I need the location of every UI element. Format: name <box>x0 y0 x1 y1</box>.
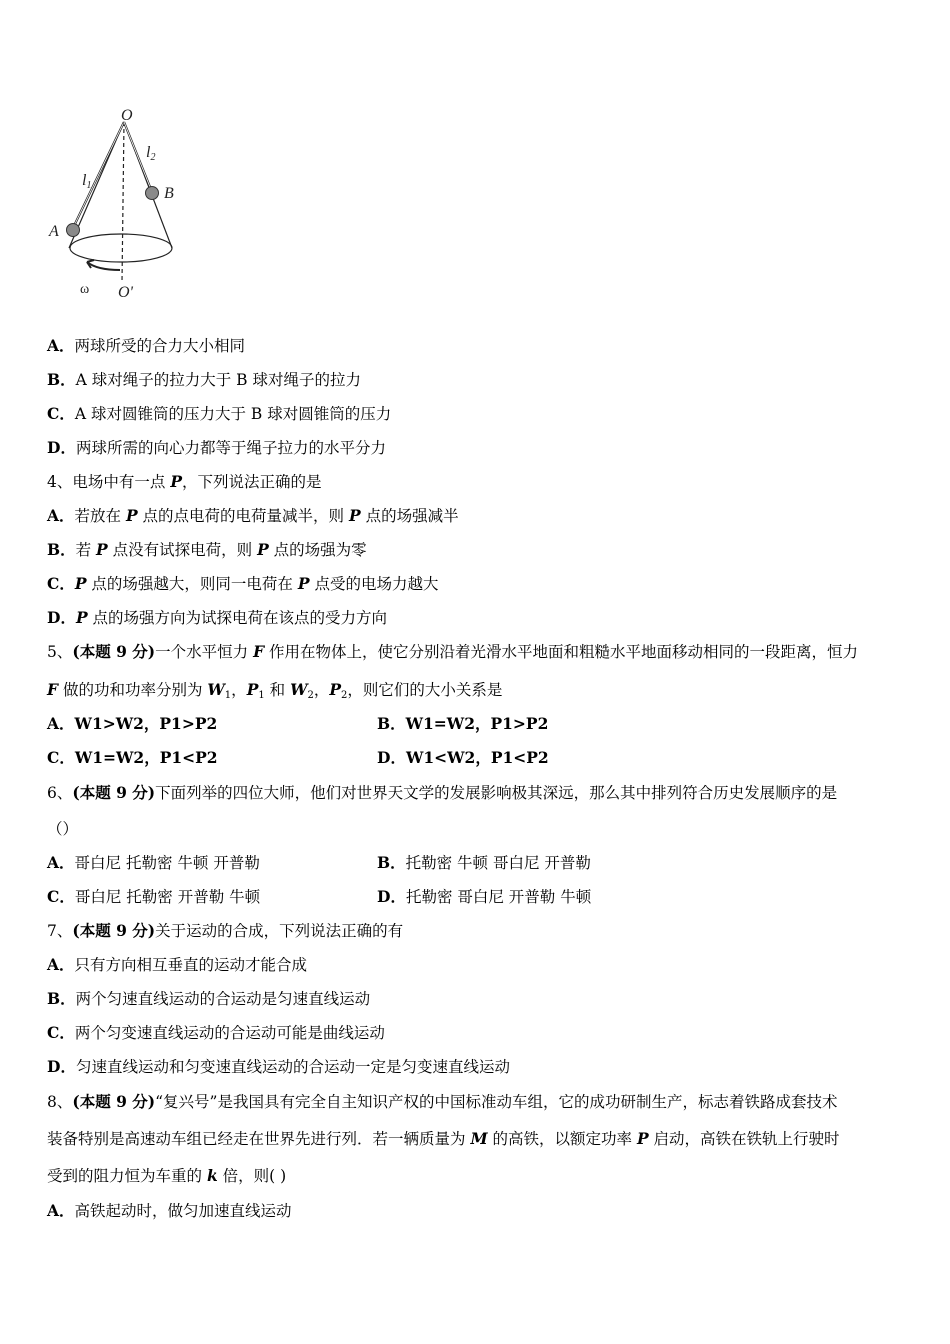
q5-option-c: C．W1=W2，P1<P2 <box>47 748 218 767</box>
q7-option-a: A．只有方向相互垂直的运动才能合成 <box>47 955 308 974</box>
q8-stem-line2: 装备特别是高速动车组已经走在世界先进行列．若一辆质量为 M 的高铁，以额定功率 P 启动，高铁在铁轨上行驶时 <box>47 1129 840 1148</box>
q5-stem-line2: F 做的功和功率分别为 $W_1$，$P_1$ 和 $W_2$，$P_2$，则它们的大小关系是 <box>47 680 503 701</box>
q5-option-b: B．W1=W2，P1>P2 <box>377 714 549 733</box>
rope-l1-inner <box>73 122 124 228</box>
cone-base <box>70 234 172 262</box>
ball-a <box>67 224 80 237</box>
q4-option-c: C．P 点的场强越大，则同一电荷在 P 点受的电场力越大 <box>47 574 439 593</box>
cone-axis <box>122 122 124 282</box>
q7-option-c: C．两个匀变速直线运动的合运动可能是曲线运动 <box>47 1023 385 1042</box>
label-l2: l2 <box>146 144 156 163</box>
q7-option-d: D．匀速直线运动和匀变速直线运动的合运动一定是匀变速直线运动 <box>47 1057 510 1076</box>
q6-option-d: D．托勒密 哥白尼 开普勒 牛顿 <box>377 887 592 906</box>
cone-pendulum-diagram <box>42 100 192 305</box>
q5-option-d: D．W1<W2，P1<P2 <box>377 748 549 767</box>
q6-option-c: C．哥白尼 托勒密 开普勒 牛顿 <box>47 887 261 906</box>
q3-option-d: D．两球所需的向心力都等于绳子拉力的水平分力 <box>47 438 386 457</box>
q5-stem-line1: 5、(本题 9 分)一个水平恒力 F 作用在物体上，使它分别沿着光滑水平地面和粗糙水平地面移动相同的一段距离，恒力 <box>47 642 859 661</box>
q8-stem-line1: 8、(本题 9 分)“复兴号”是我国具有完全自主知识产权的中国标准动车组，它的成功研制生产，标志着铁路成套技术 <box>47 1092 838 1111</box>
q6-stem-line1: 6、(本题 9 分)下面列举的四位大师，他们对世界天文学的发展影响极其深远，那么其中排列符合历史发展顺序的是 <box>47 783 838 802</box>
q3-option-b: B．A 球对绳子的拉力大于 B 球对绳子的拉力 <box>47 370 361 389</box>
q6-stem-line2: （） <box>47 820 79 838</box>
ball-b <box>146 187 159 200</box>
q7-option-b: B．两个匀速直线运动的合运动是匀速直线运动 <box>47 989 371 1008</box>
label-omega: ω <box>80 282 90 297</box>
label-a: A <box>49 223 59 240</box>
label-o-top: O <box>121 107 133 124</box>
q4-option-b: B．若 P 点没有试探电荷，则 P 点的场强为零 <box>47 540 367 559</box>
q4-option-a: A．若放在 P 点的点电荷的电荷量减半，则 P 点的场强减半 <box>47 506 459 525</box>
q8-stem-line3: 受到的阻力恒为车重的 k 倍，则( ) <box>47 1166 287 1185</box>
q4-stem: 4、电场中有一点 P，下列说法正确的是 <box>47 472 322 491</box>
label-b: B <box>164 185 174 202</box>
q6-option-a: A．哥白尼 托勒密 牛顿 开普勒 <box>47 853 260 872</box>
q6-option-b: B．托勒密 牛顿 哥白尼 开普勒 <box>377 853 591 872</box>
q8-option-a: A．高铁起动时，做匀加速直线运动 <box>47 1201 292 1220</box>
q3-option-c: C．A 球对圆锥筒的压力大于 B 球对圆锥筒的压力 <box>47 404 392 423</box>
q4-option-d: D．P 点的场强方向为试探电荷在该点的受力方向 <box>47 608 388 627</box>
label-l1: l1 <box>82 172 92 191</box>
q7-stem: 7、(本题 9 分)关于运动的合成，下列说法正确的有 <box>47 921 404 940</box>
q3-option-a: A．两球所受的合力大小相同 <box>47 336 246 355</box>
label-o-bottom: O' <box>118 284 133 301</box>
q5-option-a: A．W1>W2，P1>P2 <box>47 714 218 733</box>
rotation-arrow <box>87 262 120 270</box>
